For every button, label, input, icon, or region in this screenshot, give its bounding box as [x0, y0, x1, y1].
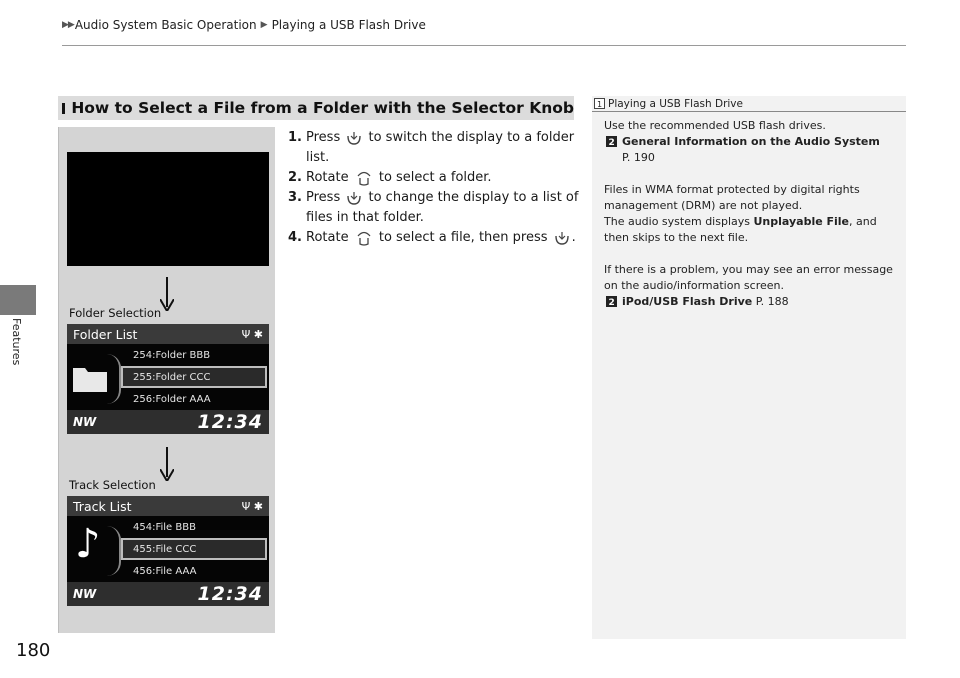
display-title: Track List [73, 498, 132, 514]
note-paragraph: If there is a problem, you may see an error message on the audio/information screen. [604, 263, 893, 292]
cross-reference-link[interactable]: 2 iPod/USB Flash Drive P. 188 [604, 294, 894, 310]
list-item-selected[interactable]: 455:File CCC [133, 544, 197, 555]
track-selection-caption: Track Selection [69, 478, 156, 492]
chapter-tab [0, 285, 36, 315]
steps-list [288, 128, 588, 248]
down-arrow-icon [157, 447, 177, 481]
reference-arrow-icon [606, 296, 617, 307]
knob-arc [107, 354, 121, 404]
usb-bluetooth-icon: Ψ ✱ [241, 499, 263, 513]
svg-text:1: 1 [597, 100, 603, 109]
music-note-icon: ♪ [75, 521, 101, 567]
notes-header: 1 Playing a USB Flash Drive [592, 96, 906, 112]
svg-text:2: 2 [608, 298, 615, 307]
breadcrumb-item-usb-flash[interactable]: Playing a USB Flash Drive [271, 18, 426, 32]
folder-list-display [67, 324, 269, 434]
header-rule [62, 45, 906, 46]
illustration-panel [58, 127, 275, 633]
note-paragraph: Use the recommended USB flash drives. [604, 119, 826, 132]
section-heading [58, 96, 574, 120]
folder-selection-caption: Folder Selection [69, 306, 162, 320]
cross-reference-link[interactable]: 2 General Information on the Audio System P. 190 [604, 134, 894, 166]
clock: 12:34 [197, 411, 263, 433]
display-title: Folder List [73, 326, 138, 342]
notes-box [592, 96, 906, 639]
chapter-label: Features [10, 318, 23, 366]
list-item[interactable]: 454:File BBB [133, 522, 196, 533]
list-item-selected[interactable]: 255:Folder CCC [133, 372, 211, 383]
compass-heading: NW [73, 415, 97, 429]
step-2: 2. Rotate to select a folder. [288, 170, 492, 185]
press-knob-icon [555, 231, 569, 245]
step-3: 3. Press to change the display to a list of files in that folder. [288, 190, 579, 225]
folder-icon [73, 364, 107, 392]
step-4: 4. Rotate to select a file, then press . [288, 230, 576, 245]
knob-arc [107, 526, 121, 576]
track-list-display [67, 496, 269, 606]
note-marker-icon [594, 98, 605, 109]
reference-arrow-icon [606, 136, 617, 147]
clock: 12:34 [197, 583, 263, 605]
step-1: 1. Press to switch the display to a folder list. [288, 130, 575, 165]
breadcrumb-item-audio-basic[interactable]: Audio System Basic Operation [74, 18, 257, 32]
blank-display-screen [67, 152, 269, 266]
note-paragraph: Files in WMA format protected by digital rights management (DRM) are not played. [604, 183, 860, 212]
press-knob-icon [347, 131, 361, 145]
press-knob-icon [347, 191, 361, 205]
list-item[interactable]: 456:File AAA [133, 566, 197, 577]
rotate-knob-icon [356, 230, 372, 246]
usb-bluetooth-icon: Ψ ✱ [241, 327, 263, 341]
compass-heading: NW [73, 587, 97, 601]
list-item[interactable]: 256:Folder AAA [133, 394, 211, 405]
section-title: How to Select a File from a Folder with the Selector Knob [71, 99, 574, 117]
breadcrumb [62, 18, 426, 32]
page-number: 180 [16, 640, 51, 661]
rotate-knob-icon [356, 170, 372, 186]
note-paragraph: The audio system displays Unplayable File, and then skips to the next file. [604, 215, 877, 244]
square-bullet-icon [62, 103, 65, 114]
breadcrumb-arrow-icon: ▶ [260, 20, 268, 30]
svg-text:2: 2 [608, 138, 615, 147]
breadcrumb-arrow-icon: ▶▶ [62, 20, 74, 30]
list-item[interactable]: 254:Folder BBB [133, 350, 211, 361]
